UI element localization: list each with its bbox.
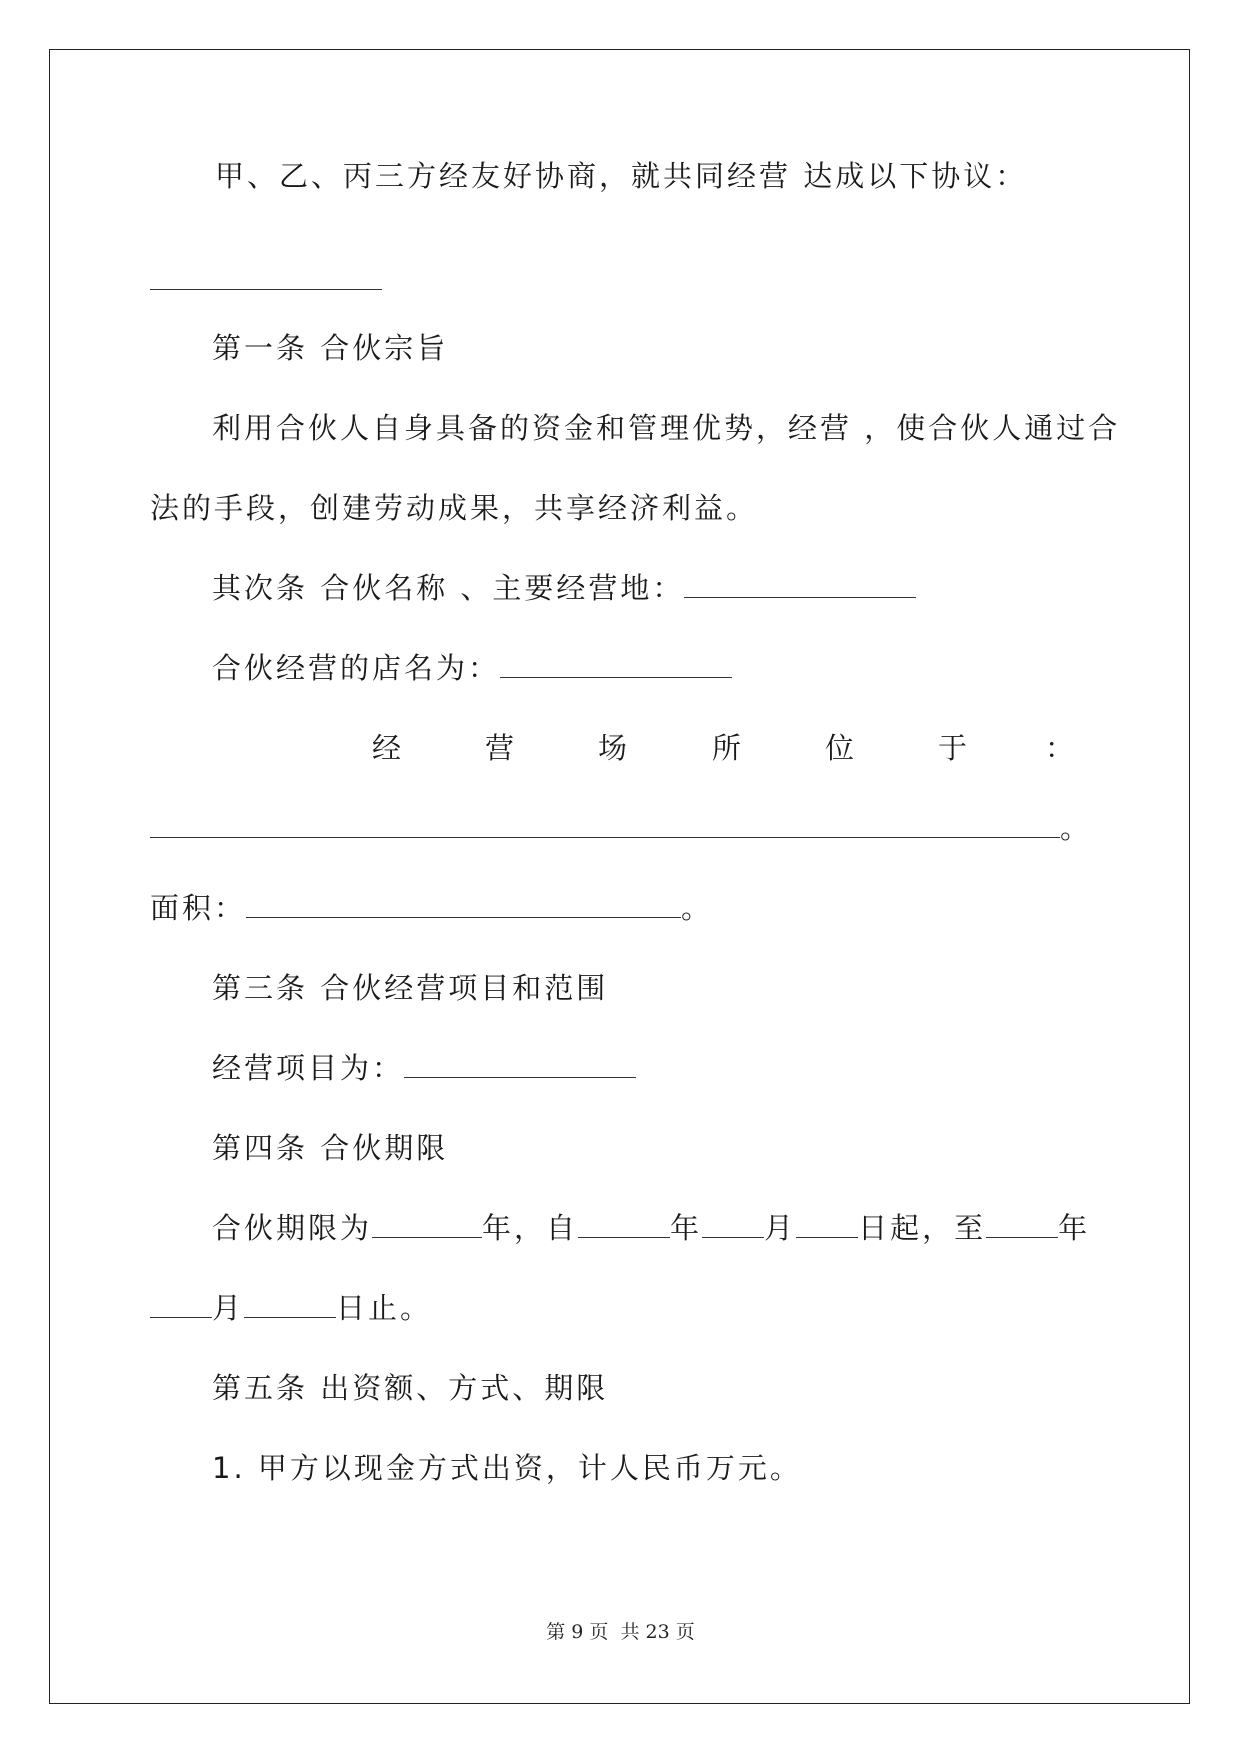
location-blank-line bbox=[150, 810, 1092, 846]
page-footer bbox=[0, 1617, 1241, 1644]
article-5-item-1: 1. 甲方以现金方式出资，计人民币万元。 bbox=[212, 1451, 802, 1485]
intro-paragraph: 甲、乙、丙三方经友好协商，就共同经营 达成以下协议： bbox=[215, 159, 1028, 193]
location-char-5: 位 bbox=[825, 731, 855, 765]
end-month-text: 月 bbox=[212, 1291, 245, 1325]
article-2-title: 其次条 合伙名称 、主要经营地： bbox=[212, 571, 685, 605]
term-years-blank bbox=[372, 1211, 482, 1238]
term-line-2 bbox=[150, 1290, 432, 1326]
page-number: 第 9 页 bbox=[546, 1621, 609, 1643]
location-char-3: 场 bbox=[598, 731, 628, 765]
location-char-4: 所 bbox=[712, 731, 742, 765]
store-name-line bbox=[212, 650, 732, 686]
business-items-blank bbox=[404, 1051, 636, 1078]
location-period: 。 bbox=[1060, 811, 1093, 845]
end-year-text: 年 bbox=[1058, 1211, 1091, 1245]
article-1-title: 第一条 合伙宗旨 bbox=[212, 331, 449, 365]
end-year-blank bbox=[986, 1211, 1058, 1238]
store-name-label: 合伙经营的店名为： bbox=[212, 651, 501, 685]
location-char-1: 经 bbox=[372, 731, 402, 765]
term-prefix: 合伙期限为 bbox=[212, 1211, 373, 1245]
end-day-blank bbox=[244, 1291, 336, 1318]
location-char-7: ： bbox=[1045, 731, 1075, 765]
end-day-text: 日止。 bbox=[336, 1291, 433, 1325]
location-blank bbox=[150, 811, 1060, 838]
article-5-title: 第五条 出资额、方式、期限 bbox=[212, 1371, 609, 1405]
term-line-1 bbox=[212, 1210, 1090, 1246]
area-period: 。 bbox=[681, 891, 714, 925]
total-pages: 共 23 页 bbox=[620, 1621, 695, 1643]
start-month-blank bbox=[702, 1211, 764, 1238]
article-3-title: 第三条 合伙经营项目和范围 bbox=[212, 971, 609, 1005]
article-4-title: 第四条 合伙期限 bbox=[212, 1131, 449, 1165]
start-year-blank bbox=[578, 1211, 670, 1238]
intro-blank bbox=[150, 262, 382, 298]
area-label: 面积： bbox=[150, 891, 247, 925]
article-1-body-line-1: 利用合伙人自身具备的资金和管理优势，经营 ，使合伙人通过合 bbox=[212, 411, 1121, 445]
start-year-text: 年 bbox=[670, 1211, 703, 1245]
article-2-line bbox=[212, 570, 916, 606]
start-month-text: 月 bbox=[764, 1211, 797, 1245]
location-char-2: 营 bbox=[485, 731, 515, 765]
term-year-from-text: 年，自 bbox=[482, 1211, 579, 1245]
article-1-body-line-2: 法的手段，创建劳动成果，共享经济利益。 bbox=[150, 491, 759, 525]
start-day-blank bbox=[796, 1211, 858, 1238]
main-location-blank bbox=[684, 571, 916, 598]
end-month-blank bbox=[150, 1291, 212, 1318]
start-day-text: 日起，至 bbox=[858, 1211, 987, 1245]
store-name-blank bbox=[500, 651, 732, 678]
location-char-6: 于 bbox=[938, 731, 968, 765]
business-items-line bbox=[212, 1050, 636, 1086]
business-items-label: 经营项目为： bbox=[212, 1051, 405, 1085]
area-line bbox=[150, 890, 713, 926]
area-blank bbox=[246, 891, 681, 918]
